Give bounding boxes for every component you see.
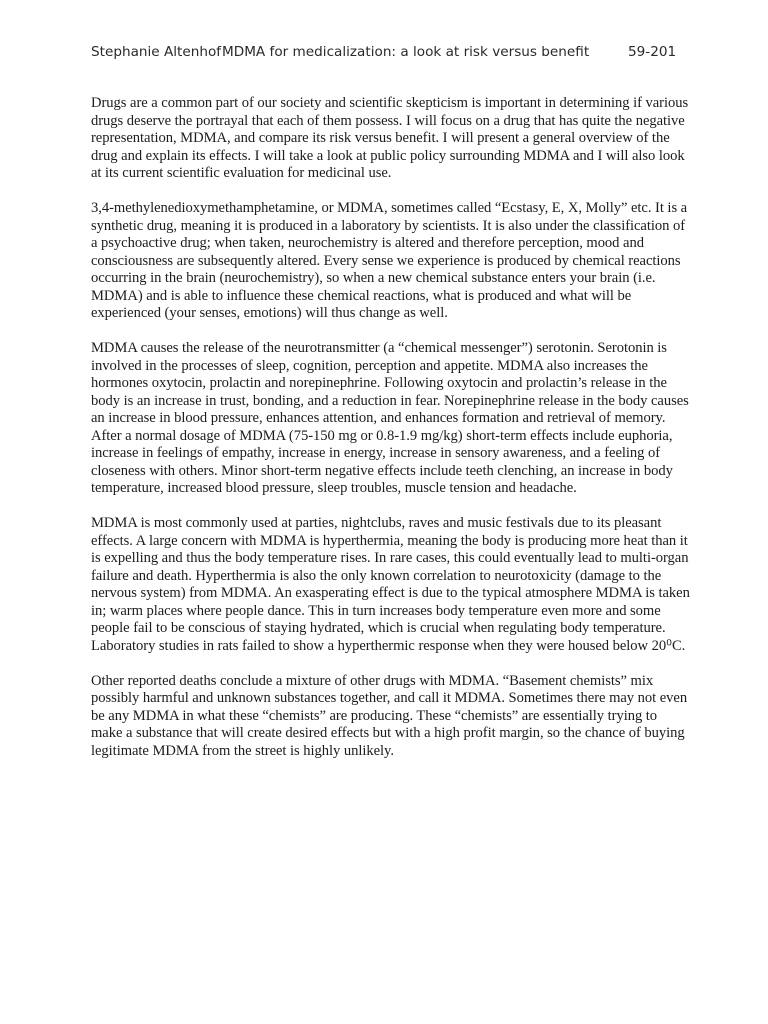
paragraph-effects: MDMA causes the release of the neurotransmitter (a “chemical messenger”) serotonin. Serotonin is involved in the processes of sleep, cognition, perception and appetite. MDMA also increases the hormones oxytocin, prolactin and norepinephrine. Following oxytocin and prolactin’s release in the body is an increase in trust, bonding, and a reduction in fear. Norepinephrine release in the body causes an increase in blood pressure, enhances attention, and enhances formation and retrieval of memory. After a normal dosage of MDMA (75-150 mg or 0.8-1.9 mg/kg) short-term effects include euphoria, increase in feelings of empathy, increase in energy, increase in sensory awareness, and a feeling of closeness with others. Minor short-term negative effects include teeth clenching, an increase in body temperature, increased blood pressure, sleep troubles, muscle tension and headache.: [91, 340, 689, 496]
page-header: [91, 44, 691, 66]
header-title: MDMA for medicalization: a look at risk versus benefit: [222, 44, 590, 60]
paragraph-hyperthermia: MDMA is most commonly used at parties, nightclubs, raves and music festivals due to its pleasant effects. A large concern with MDMA is hyperthermia, meaning the body is producing more heat than it is expelling and thus the body temperature rises. In rare cases, this could eventually lead to multi-organ failure and death. Hyperthermia is also the only known correlation to neurotoxicity (damage to the nervous system) from MDMA. An exasperating effect is due to the typical atmosphere MDMA is taken in; warm places where people dance. This in turn increases body temperature even more and some people fail to be conscious of staying hydrated, which is crucial when regulating body temperature. Laboratory studies in rats failed to show a hyperthermic response when they were housed below 20⁰C.: [91, 515, 690, 654]
header-course-code: 59-201: [628, 44, 677, 60]
paragraph-definition: 3,4-methylenedioxymethamphetamine, or MDMA, sometimes called “Ecstasy, E, X, Molly” etc. It is a synthetic drug, meaning it is produced in a laboratory by scientists. It is also under the classification of a psychoactive drug; when taken, neurochemistry is altered and therefore perception, mood and consciousness are subsequently altered. Every sense we experience is produced by chemical reactions occurring in the brain (neurochemistry), so when a new chemical substance enters your brain (i.e. MDMA) and is able to influence these chemical reactions, what is produced and what will be experienced (your senses, emotions) will thus change as well.: [91, 200, 688, 321]
document-body: [91, 95, 691, 778]
paragraph-introduction: Drugs are a common part of our society and scientific skepticism is important in determining if various drugs deserve the portrayal that each of them possess. I will focus on a drug that has quite the negative representation, MDMA, and compare its risk versus benefit. I will present a general overview of the drug and explain its effects. I will take a look at public policy surrounding MDMA and I will also look at its current scientific evaluation for medicinal use.: [91, 95, 689, 181]
header-author: Stephanie Altenhof: [91, 44, 222, 60]
paragraph-basement-chemists: Other reported deaths conclude a mixture of other drugs with MDMA. “Basement chemists” mix possibly harmful and unknown substances together, and call it MDMA. Sometimes there may not even be any MDMA in what these “chemists” are producing. These “chemists” are essentially trying to make a substance that will create desired effects but with a high profit margin, so the chance of buying legitimate MDMA from the street is highly unlikely.: [91, 672, 688, 759]
